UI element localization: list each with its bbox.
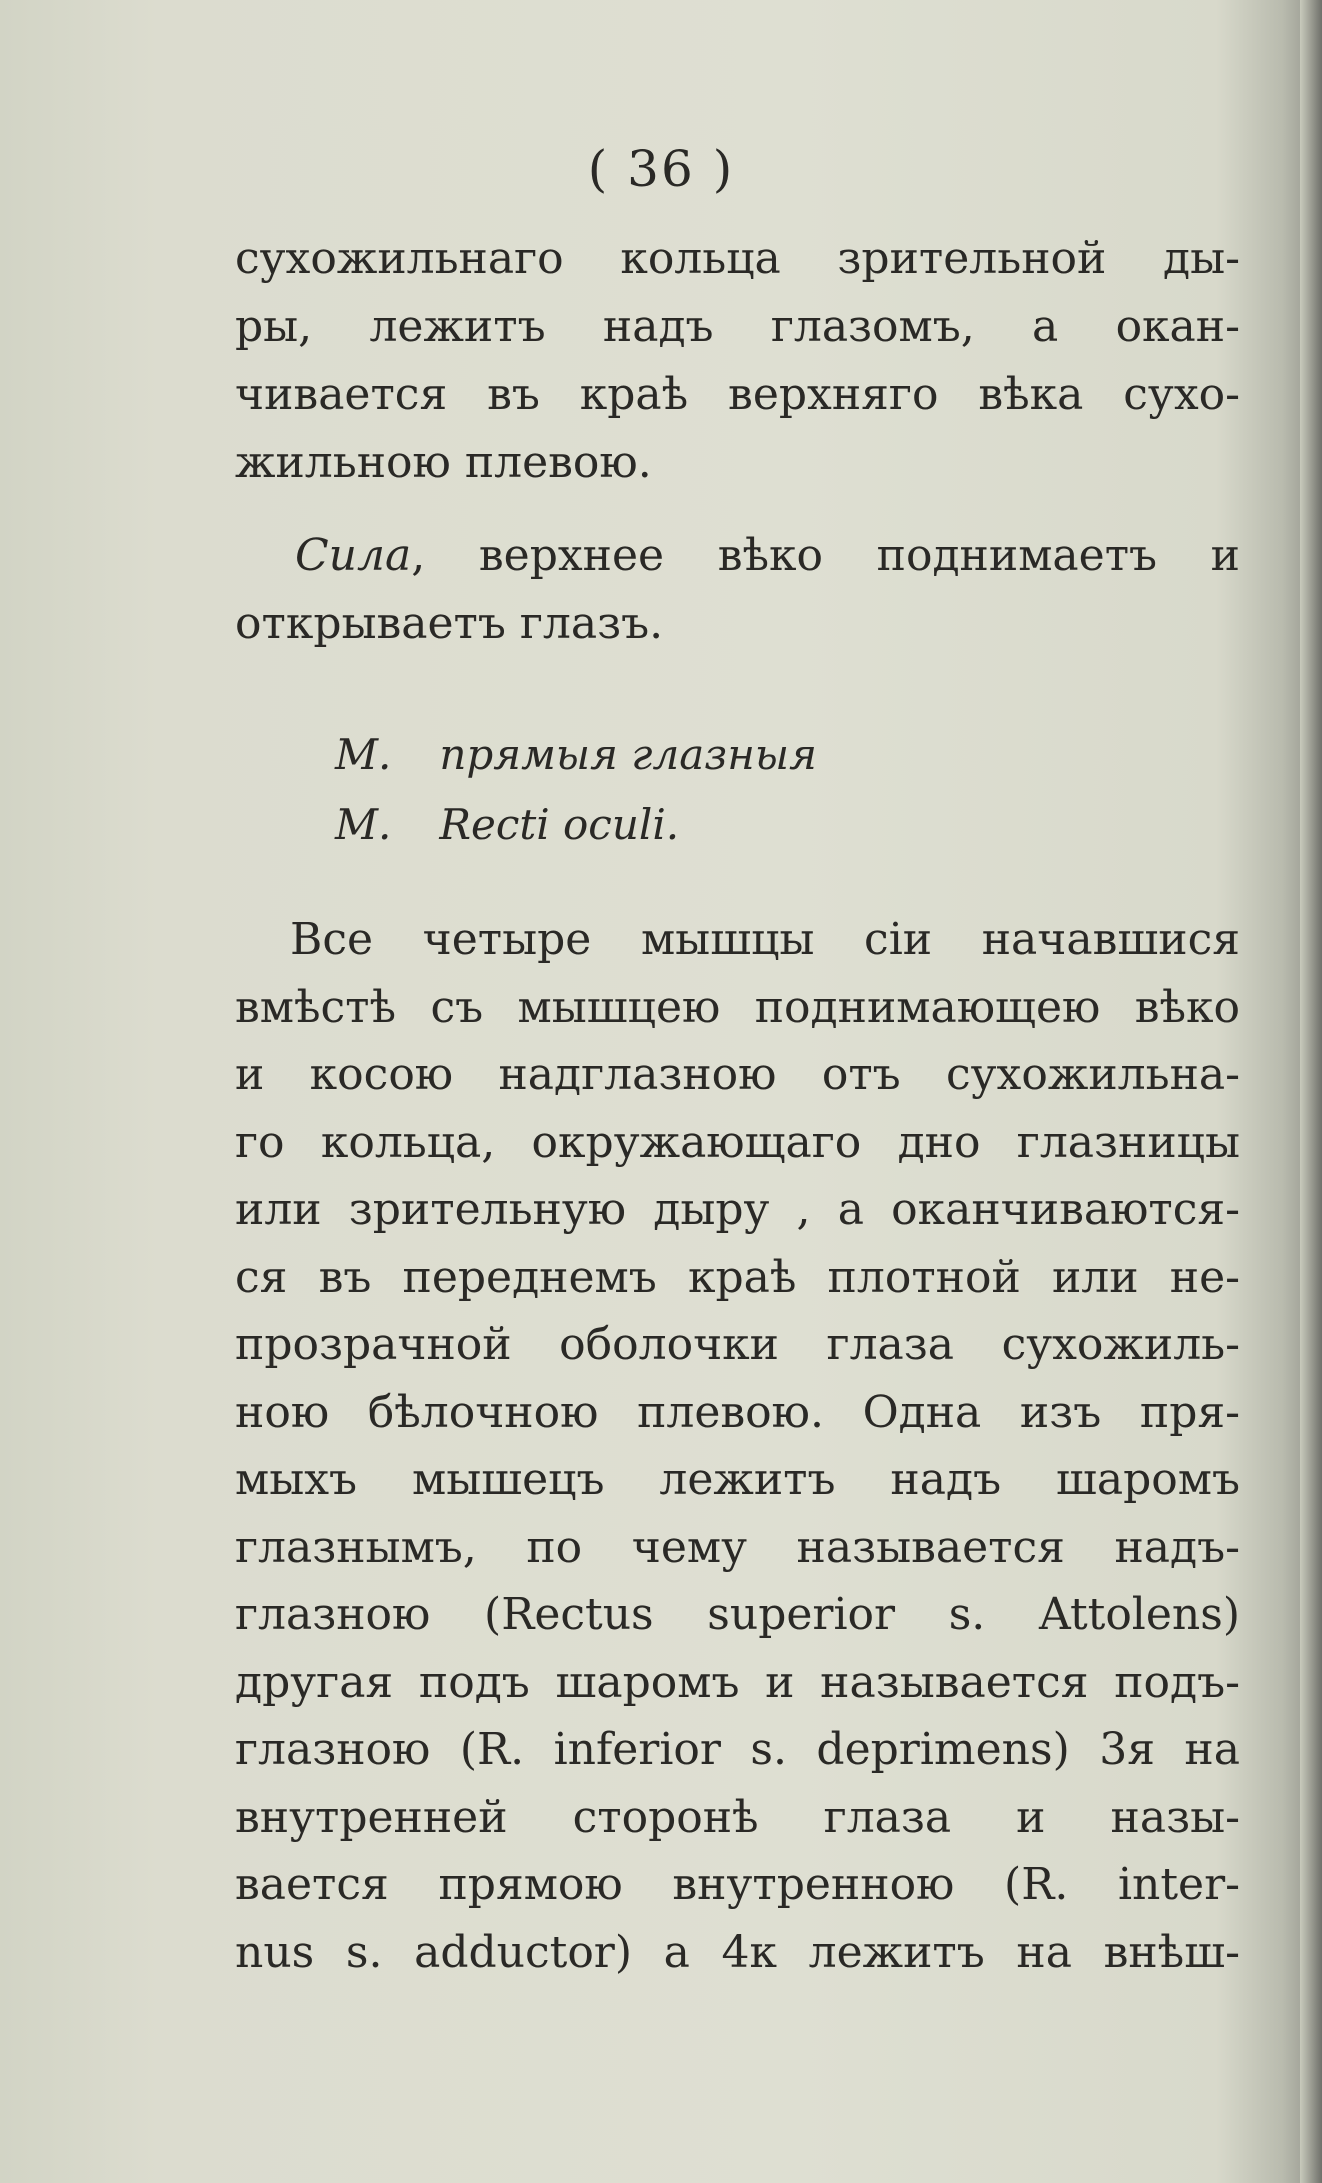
heading-text: прямыя глазныя [439,730,817,779]
page-edge-shadow [1300,0,1322,2183]
paragraph-3-line: глазною (R. inferior s. deprimens) 3я на [235,1724,1240,1775]
paragraph-3-line: вмѣстѣ съ мышцею поднимающею вѣко [235,981,1240,1033]
paragraph-1-line: чивается въ краѣ верхняго вѣка сухо- [235,369,1240,420]
paragraph-3-line: внутренней сторонѣ глаза и назы- [235,1791,1240,1843]
heading-text: Recti oculi. [439,800,680,849]
page-number: ( 36 ) [587,140,735,198]
paragraph-3-line: другая подъ шаромъ и называется подъ- [235,1656,1240,1708]
paragraph-3-line: nus s. adductor) а 4к лежитъ на внѣш- [235,1926,1240,1978]
paragraph-3-line: ся въ переднемъ краѣ плотной или не- [235,1251,1240,1303]
section-headings [335,720,817,860]
paragraph-3-line: или зрительную дыру , а оканчиваются- [235,1184,1240,1235]
paragraph-1 [235,225,1240,497]
paragraph-3-line: го кольца, окружающаго дно глазницы [235,1116,1240,1168]
paragraph-3-line: Все четыре мышцы сіи начавшися [290,914,1240,965]
paragraph-3 [235,906,1240,1986]
paragraph-2-line: открываетъ глазъ. [235,598,664,649]
paragraph-3-line: прозрачной оболочки глаза сухожиль- [235,1319,1240,1370]
heading-prefix: М. [335,730,392,779]
paragraph-1-line: ры, лежитъ надъ глазомъ, а окан- [235,301,1240,352]
paragraph-2-text: , верхнее вѣко поднимаетъ и [411,530,1240,581]
paragraph-3-line: мыхъ мышецъ лежитъ надъ шаромъ [235,1454,1240,1505]
sila-label: Сила [295,530,412,581]
paragraph-2-line [235,522,1240,590]
paragraph-1-line: жильною плевою. [235,437,652,488]
paragraph-1-line: сухожильнаго кольца зрительной ды- [235,233,1240,284]
heading-latin [335,790,817,860]
heading-prefix: M. [335,800,392,849]
paragraph-3-line: вается прямою внутренною (R. inter- [235,1859,1240,1910]
paragraph-3-line: глазною (Rectus superior s. Attolens) [235,1589,1240,1640]
paragraph-3-line: глазнымъ, по чему называется надъ- [235,1521,1240,1573]
paragraph-3-line: ною бѣлочною плевою. Одна изъ пря- [235,1386,1240,1438]
heading-russian [335,720,817,790]
paragraph-3-line: и косою надглазною отъ сухожильна- [235,1049,1240,1100]
paragraph-2 [235,522,1240,658]
